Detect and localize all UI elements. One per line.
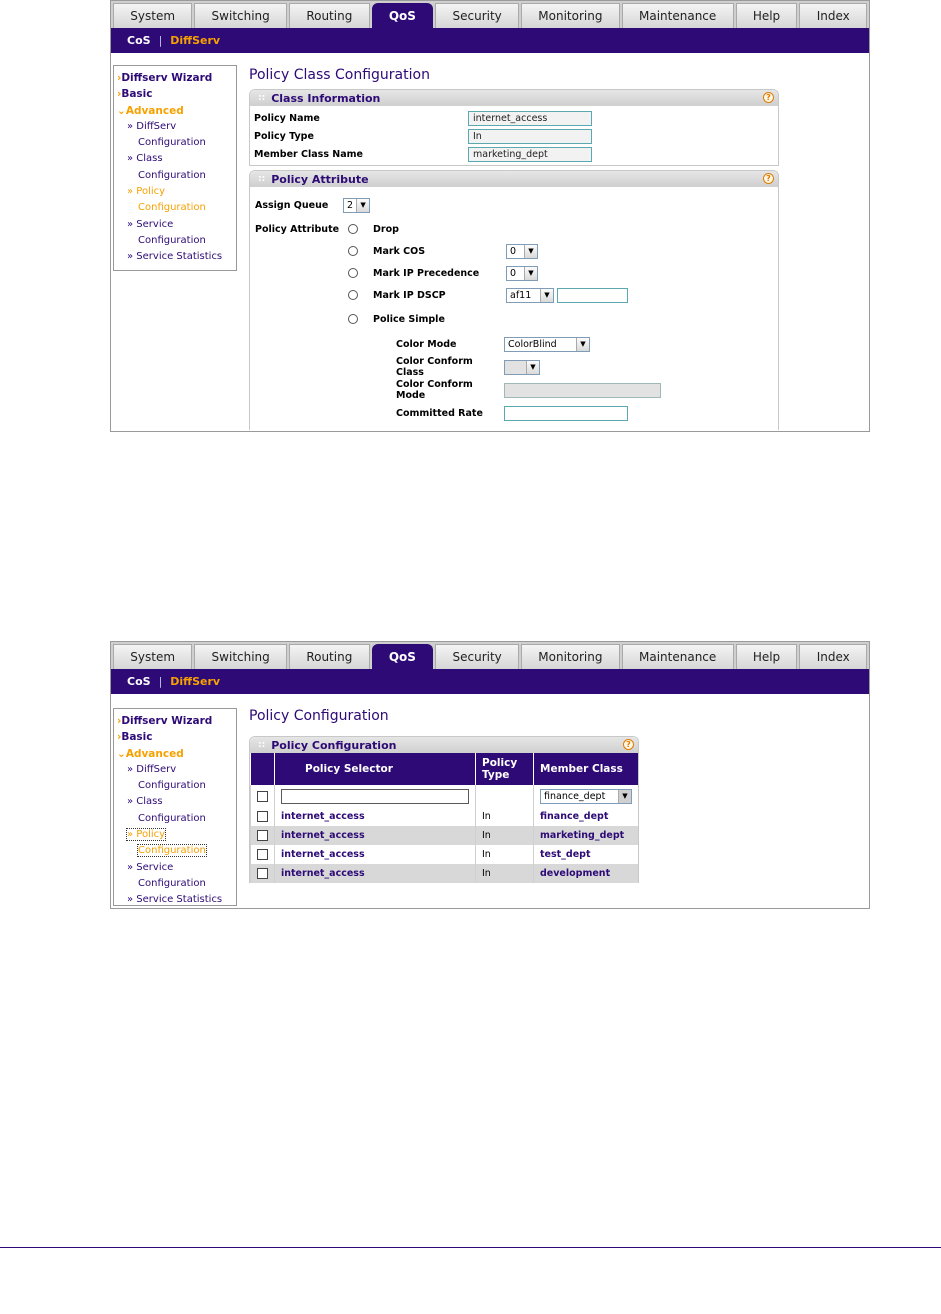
table-filter-row — [251, 785, 639, 807]
dropdown-arrow-icon: ▼ — [356, 199, 369, 212]
drag-grip-icon: :: — [258, 740, 266, 750]
column-header-policy-type[interactable] — [476, 753, 534, 785]
dropdown-arrow-icon: ▼ — [524, 245, 537, 258]
table-row[interactable] — [251, 826, 639, 845]
dropdown-arrow-icon: ▼ — [526, 361, 539, 374]
screenshot-policy-class-configuration — [110, 0, 870, 432]
select-value: ColorBlind — [508, 338, 557, 350]
policy-selector-cell: internet_access — [275, 807, 476, 826]
policy-name-field: internet_access — [468, 111, 592, 126]
sidebar-item-policy-configuration[interactable] — [117, 184, 236, 217]
table-row[interactable] — [251, 845, 639, 864]
select-all-checkbox[interactable] — [257, 791, 268, 802]
sidebar-item-advanced[interactable]: ⌄ Advanced — [117, 103, 236, 119]
sidebar-item-service-statistics[interactable] — [117, 249, 236, 265]
assign-queue-select[interactable] — [343, 198, 370, 213]
sidebar-item-label: » DiffServ — [127, 763, 177, 775]
sidebar-item-service-configuration[interactable] — [117, 217, 236, 250]
mark-ip-dscp-radio[interactable] — [348, 290, 358, 300]
sidebar — [113, 708, 237, 906]
sidebar-item-label: Configuration — [138, 845, 206, 857]
subnav-diffserv[interactable]: DiffServ — [170, 675, 221, 688]
tab-routing[interactable]: Routing — [289, 3, 370, 28]
sidebar-item-label: Configuration — [138, 877, 206, 889]
page-footer-rule — [0, 1247, 941, 1248]
member-class-cell: development — [534, 864, 639, 883]
tab-monitoring[interactable]: Monitoring — [521, 644, 620, 669]
policy-type-cell: In — [476, 826, 534, 845]
sidebar-item-class-configuration[interactable] — [117, 151, 236, 184]
select-value: finance_dept — [544, 790, 606, 802]
dropdown-arrow-icon: ▼ — [540, 289, 553, 302]
color-conform-mode-field — [504, 383, 661, 398]
tab-maintenance[interactable]: Maintenance — [622, 3, 734, 28]
sidebar-item-service-configuration[interactable] — [117, 860, 236, 893]
color-conform-mode-label: Color Conform Mode — [396, 379, 473, 401]
top-tabs — [111, 1, 869, 28]
color-mode-select[interactable] — [504, 337, 590, 352]
drop-label: Drop — [373, 223, 399, 235]
sidebar-item-label: » Service Statistics — [127, 251, 223, 263]
drag-grip-icon: :: — [258, 174, 266, 184]
select-value: af11 — [510, 289, 532, 301]
column-header-member-class[interactable]: Member Class — [534, 753, 639, 785]
column-header-policy-selector[interactable]: Policy Selector — [275, 753, 476, 785]
help-icon[interactable]: ? — [763, 173, 774, 184]
sidebar-item-label — [127, 843, 236, 859]
sidebar-item-label: Configuration — [138, 780, 206, 792]
table-row[interactable] — [251, 807, 639, 826]
policy-type-cell: In — [476, 864, 534, 883]
policy-attribute-panel — [249, 170, 779, 430]
subnav-diffserv[interactable]: DiffServ — [170, 34, 221, 47]
tab-security[interactable]: Security — [435, 644, 519, 669]
policy-table — [250, 753, 638, 883]
help-icon[interactable]: ? — [623, 739, 634, 750]
drop-radio[interactable] — [348, 224, 358, 234]
tab-monitoring[interactable]: Monitoring — [521, 3, 620, 28]
table-row[interactable] — [251, 864, 639, 883]
sub-navigation — [111, 28, 869, 53]
sidebar-item-label: Configuration — [138, 169, 206, 181]
select-value: 2 — [347, 199, 354, 211]
member-class-cell: test_dept — [534, 845, 639, 864]
dropdown-arrow-icon: ▼ — [576, 338, 589, 351]
row-checkbox[interactable] — [257, 868, 268, 879]
policy-selector-cell: internet_access — [275, 826, 476, 845]
sidebar-item-basic[interactable]: › Basic — [117, 86, 236, 102]
tab-help[interactable]: Help — [736, 644, 798, 669]
panel-title: Policy Attribute — [271, 172, 369, 186]
mark-ip-precedence-label: Mark IP Precedence — [373, 267, 480, 279]
policy-selector-input[interactable] — [281, 789, 469, 804]
sidebar — [113, 65, 237, 271]
mark-ip-dscp-select[interactable] — [506, 288, 554, 303]
top-tabs — [111, 642, 869, 669]
sidebar-item-label: » Service — [127, 861, 174, 873]
tab-qos[interactable]: QoS — [372, 644, 434, 669]
police-simple-label: Police Simple — [373, 313, 445, 325]
committed-rate-label: Committed Rate — [396, 407, 483, 419]
mark-ip-precedence-select[interactable] — [506, 266, 538, 281]
tab-switching[interactable]: Switching — [194, 3, 287, 28]
sidebar-item-policy-configuration[interactable] — [117, 827, 236, 860]
policy-type-cell: In — [476, 845, 534, 864]
tab-system[interactable]: System — [113, 644, 192, 669]
sidebar-item-label: » Policy — [127, 186, 166, 198]
committed-rate-input[interactable] — [504, 406, 628, 421]
member-class-name-field: marketing_dept — [468, 147, 592, 162]
tab-system[interactable]: System — [113, 3, 192, 28]
help-icon[interactable]: ? — [763, 92, 774, 103]
sidebar-item-diffserv-configuration[interactable] — [117, 119, 236, 152]
header-line: Type — [482, 769, 510, 781]
dropdown-arrow-icon: ▼ — [618, 790, 631, 803]
sidebar-item-diffserv-wizard[interactable]: › Diffserv Wizard — [117, 70, 236, 86]
policy-attribute-label: Policy Attribute — [255, 223, 340, 235]
row-checkbox[interactable] — [257, 830, 268, 841]
mark-cos-label: Mark COS — [373, 245, 426, 257]
sidebar-item-label: » Policy — [127, 829, 166, 841]
policy-type-field: In — [468, 129, 592, 144]
sidebar-item-label: » Service — [127, 218, 174, 230]
tab-help[interactable]: Help — [736, 3, 798, 28]
tab-routing[interactable]: Routing — [289, 644, 370, 669]
policy-configuration-panel — [249, 736, 639, 883]
page-title: Policy Configuration — [249, 708, 389, 724]
row-checkbox[interactable] — [257, 811, 268, 822]
class-information-panel — [249, 89, 779, 166]
policy-selector-cell: internet_access — [275, 864, 476, 883]
tab-index[interactable]: Index — [799, 3, 867, 28]
tab-security[interactable]: Security — [435, 3, 519, 28]
sidebar-item-label: Configuration — [138, 137, 206, 149]
mark-ip-dscp-label: Mark IP DSCP — [373, 289, 446, 301]
policy-type-filter-cell — [476, 785, 534, 807]
sidebar-item-label: Configuration — [138, 234, 206, 246]
color-mode-label: Color Mode — [396, 338, 457, 350]
select-value: 0 — [510, 267, 517, 279]
policy-name-label: Policy Name — [254, 112, 320, 124]
tab-switching[interactable]: Switching — [194, 644, 287, 669]
subnav-separator: | — [158, 34, 163, 47]
subnav-cos[interactable]: CoS — [127, 34, 151, 47]
member-class-cell: finance_dept — [534, 807, 639, 826]
sidebar-item-basic[interactable]: › Basic — [117, 729, 236, 745]
member-class-name-label: Member Class Name — [254, 148, 363, 160]
page-title: Policy Class Configuration — [249, 67, 430, 83]
policy-type-label: Policy Type — [254, 130, 314, 142]
dropdown-arrow-icon: ▼ — [524, 267, 537, 280]
column-header-select — [251, 753, 275, 785]
sidebar-item-class-configuration[interactable] — [117, 794, 236, 827]
sidebar-item-diffserv-configuration[interactable] — [117, 762, 236, 795]
tab-qos[interactable]: QoS — [372, 3, 434, 28]
header-line: Policy — [482, 757, 518, 769]
mark-ip-dscp-input[interactable] — [557, 288, 628, 303]
screenshot-policy-configuration — [110, 641, 870, 909]
sidebar-item-label: » DiffServ — [127, 120, 177, 132]
panel-title: Class Information — [271, 91, 381, 105]
sidebar-item-advanced[interactable]: ⌄ Advanced — [117, 746, 236, 762]
tab-index[interactable]: Index — [799, 644, 867, 669]
sidebar-item-service-statistics[interactable] — [117, 892, 236, 908]
sidebar-item-diffserv-wizard[interactable]: › Diffserv Wizard — [117, 713, 236, 729]
subnav-separator: | — [158, 675, 163, 688]
drag-grip-icon: :: — [258, 93, 266, 103]
row-checkbox[interactable] — [257, 849, 268, 860]
sidebar-item-label: » Service Statistics — [127, 894, 223, 906]
select-value: 0 — [510, 245, 517, 257]
mark-ip-precedence-radio[interactable] — [348, 268, 358, 278]
panel-title: Policy Configuration — [271, 738, 397, 752]
policy-type-cell: In — [476, 807, 534, 826]
assign-queue-label: Assign Queue — [255, 199, 329, 211]
subnav-cos[interactable]: CoS — [127, 675, 151, 688]
tab-maintenance[interactable]: Maintenance — [622, 644, 734, 669]
mark-cos-select[interactable] — [506, 244, 538, 259]
sidebar-item-label: » Class — [127, 153, 163, 165]
member-class-select[interactable] — [540, 789, 632, 804]
member-class-cell: marketing_dept — [534, 826, 639, 845]
sidebar-item-label: Configuration — [138, 202, 206, 214]
sidebar-item-label: » Class — [127, 796, 163, 808]
policy-selector-cell: internet_access — [275, 845, 476, 864]
sidebar-item-label: Configuration — [138, 812, 206, 824]
color-conform-class-select[interactable] — [504, 360, 540, 375]
mark-cos-radio[interactable] — [348, 246, 358, 256]
color-conform-class-label: Color Conform Class — [396, 356, 473, 378]
police-simple-radio[interactable] — [348, 314, 358, 324]
sub-navigation — [111, 669, 869, 694]
